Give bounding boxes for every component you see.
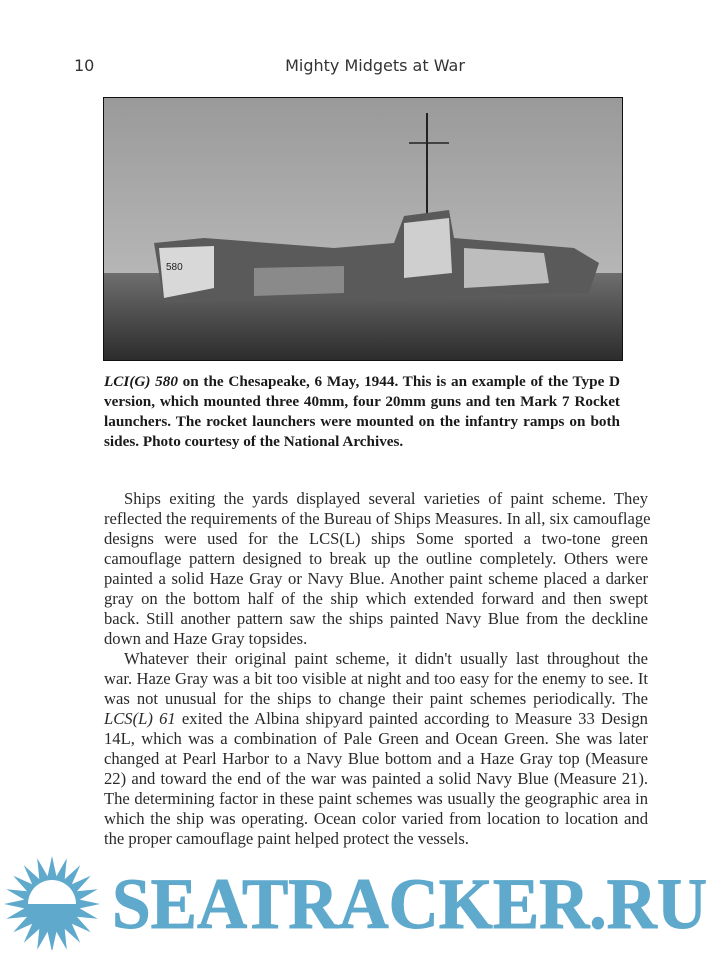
caption-text: on the Chesapeake, 6 May, 1944. This is an example of the Type D [177, 373, 621, 390]
text-line: 14L, which was a combination of Pale Green and Ocean Green. She was later [104, 729, 648, 748]
page-number: 10 [74, 56, 95, 75]
text-line: 22) and toward the end of the war was painted a solid Navy Blue (Measure 21). [104, 769, 648, 788]
text-line: reflected the requirements of the Bureau of Ships Measures. In all, six camouflage [104, 509, 651, 528]
text-line: The determining factor in these paint schemes was usually the geographic area in [104, 789, 648, 808]
watermark-text: SEATRACKER.RU [112, 864, 707, 944]
caption-line [104, 372, 620, 392]
running-title: Mighty Midgets at War [285, 56, 465, 75]
photo-caption [104, 372, 620, 452]
text-line: designs were used for the LCS(L) ships Some sported a two-tone green [104, 529, 648, 548]
sun-icon [4, 856, 100, 950]
watermark [0, 852, 721, 950]
text-line: changed at Pearl Harbor to a Navy Blue bottom and a Haze Gray top (Measure [104, 749, 648, 768]
caption-line: version, which mounted three 40mm, four 20mm guns and ten Mark 7 Rocket [104, 393, 620, 410]
body-text [104, 489, 651, 849]
ship-photo [103, 97, 623, 361]
vessel-name: LCI(G) 580 [104, 373, 178, 390]
vessel-name: LCS(L) 61 [104, 709, 176, 728]
hull-number: 580 [166, 262, 183, 273]
text-line: the proper camouflage paint helped protect the vessels. [104, 829, 469, 848]
text-line [104, 709, 648, 729]
text-line: was not unusual for the ships to change their paint schemes periodically. The [104, 689, 648, 708]
text-line: which the ship was operating. Ocean color varied from location to location and [104, 809, 648, 828]
line-text: exited the Albina shipyard painted according to Measure 33 Design [175, 709, 648, 728]
text-line: war. Haze Gray was a bit too visible at night and too easy for the enemy to see. It [104, 669, 648, 688]
text-line: Ships exiting the yards displayed several varieties of paint scheme. They [124, 489, 648, 508]
text-line: painted a solid Haze Gray or Navy Blue. Another paint scheme placed a darker [104, 569, 648, 588]
text-line: camouflage pattern designed to break up the outline completely. Others were [104, 549, 648, 568]
caption-line: sides. Photo courtesy of the National Archives. [104, 433, 404, 450]
text-line: Whatever their original paint scheme, it didn't usually last throughout the [124, 649, 648, 668]
text-line: back. Still another pattern saw the ships painted Navy Blue from the deckline [104, 609, 648, 628]
text-line: down and Haze Gray topsides. [104, 629, 308, 648]
caption-line: launchers. The rocket launchers were mounted on the infantry ramps on both [104, 413, 620, 430]
text-line: gray on the bottom half of the ship which extended forward and then swept [104, 589, 648, 608]
